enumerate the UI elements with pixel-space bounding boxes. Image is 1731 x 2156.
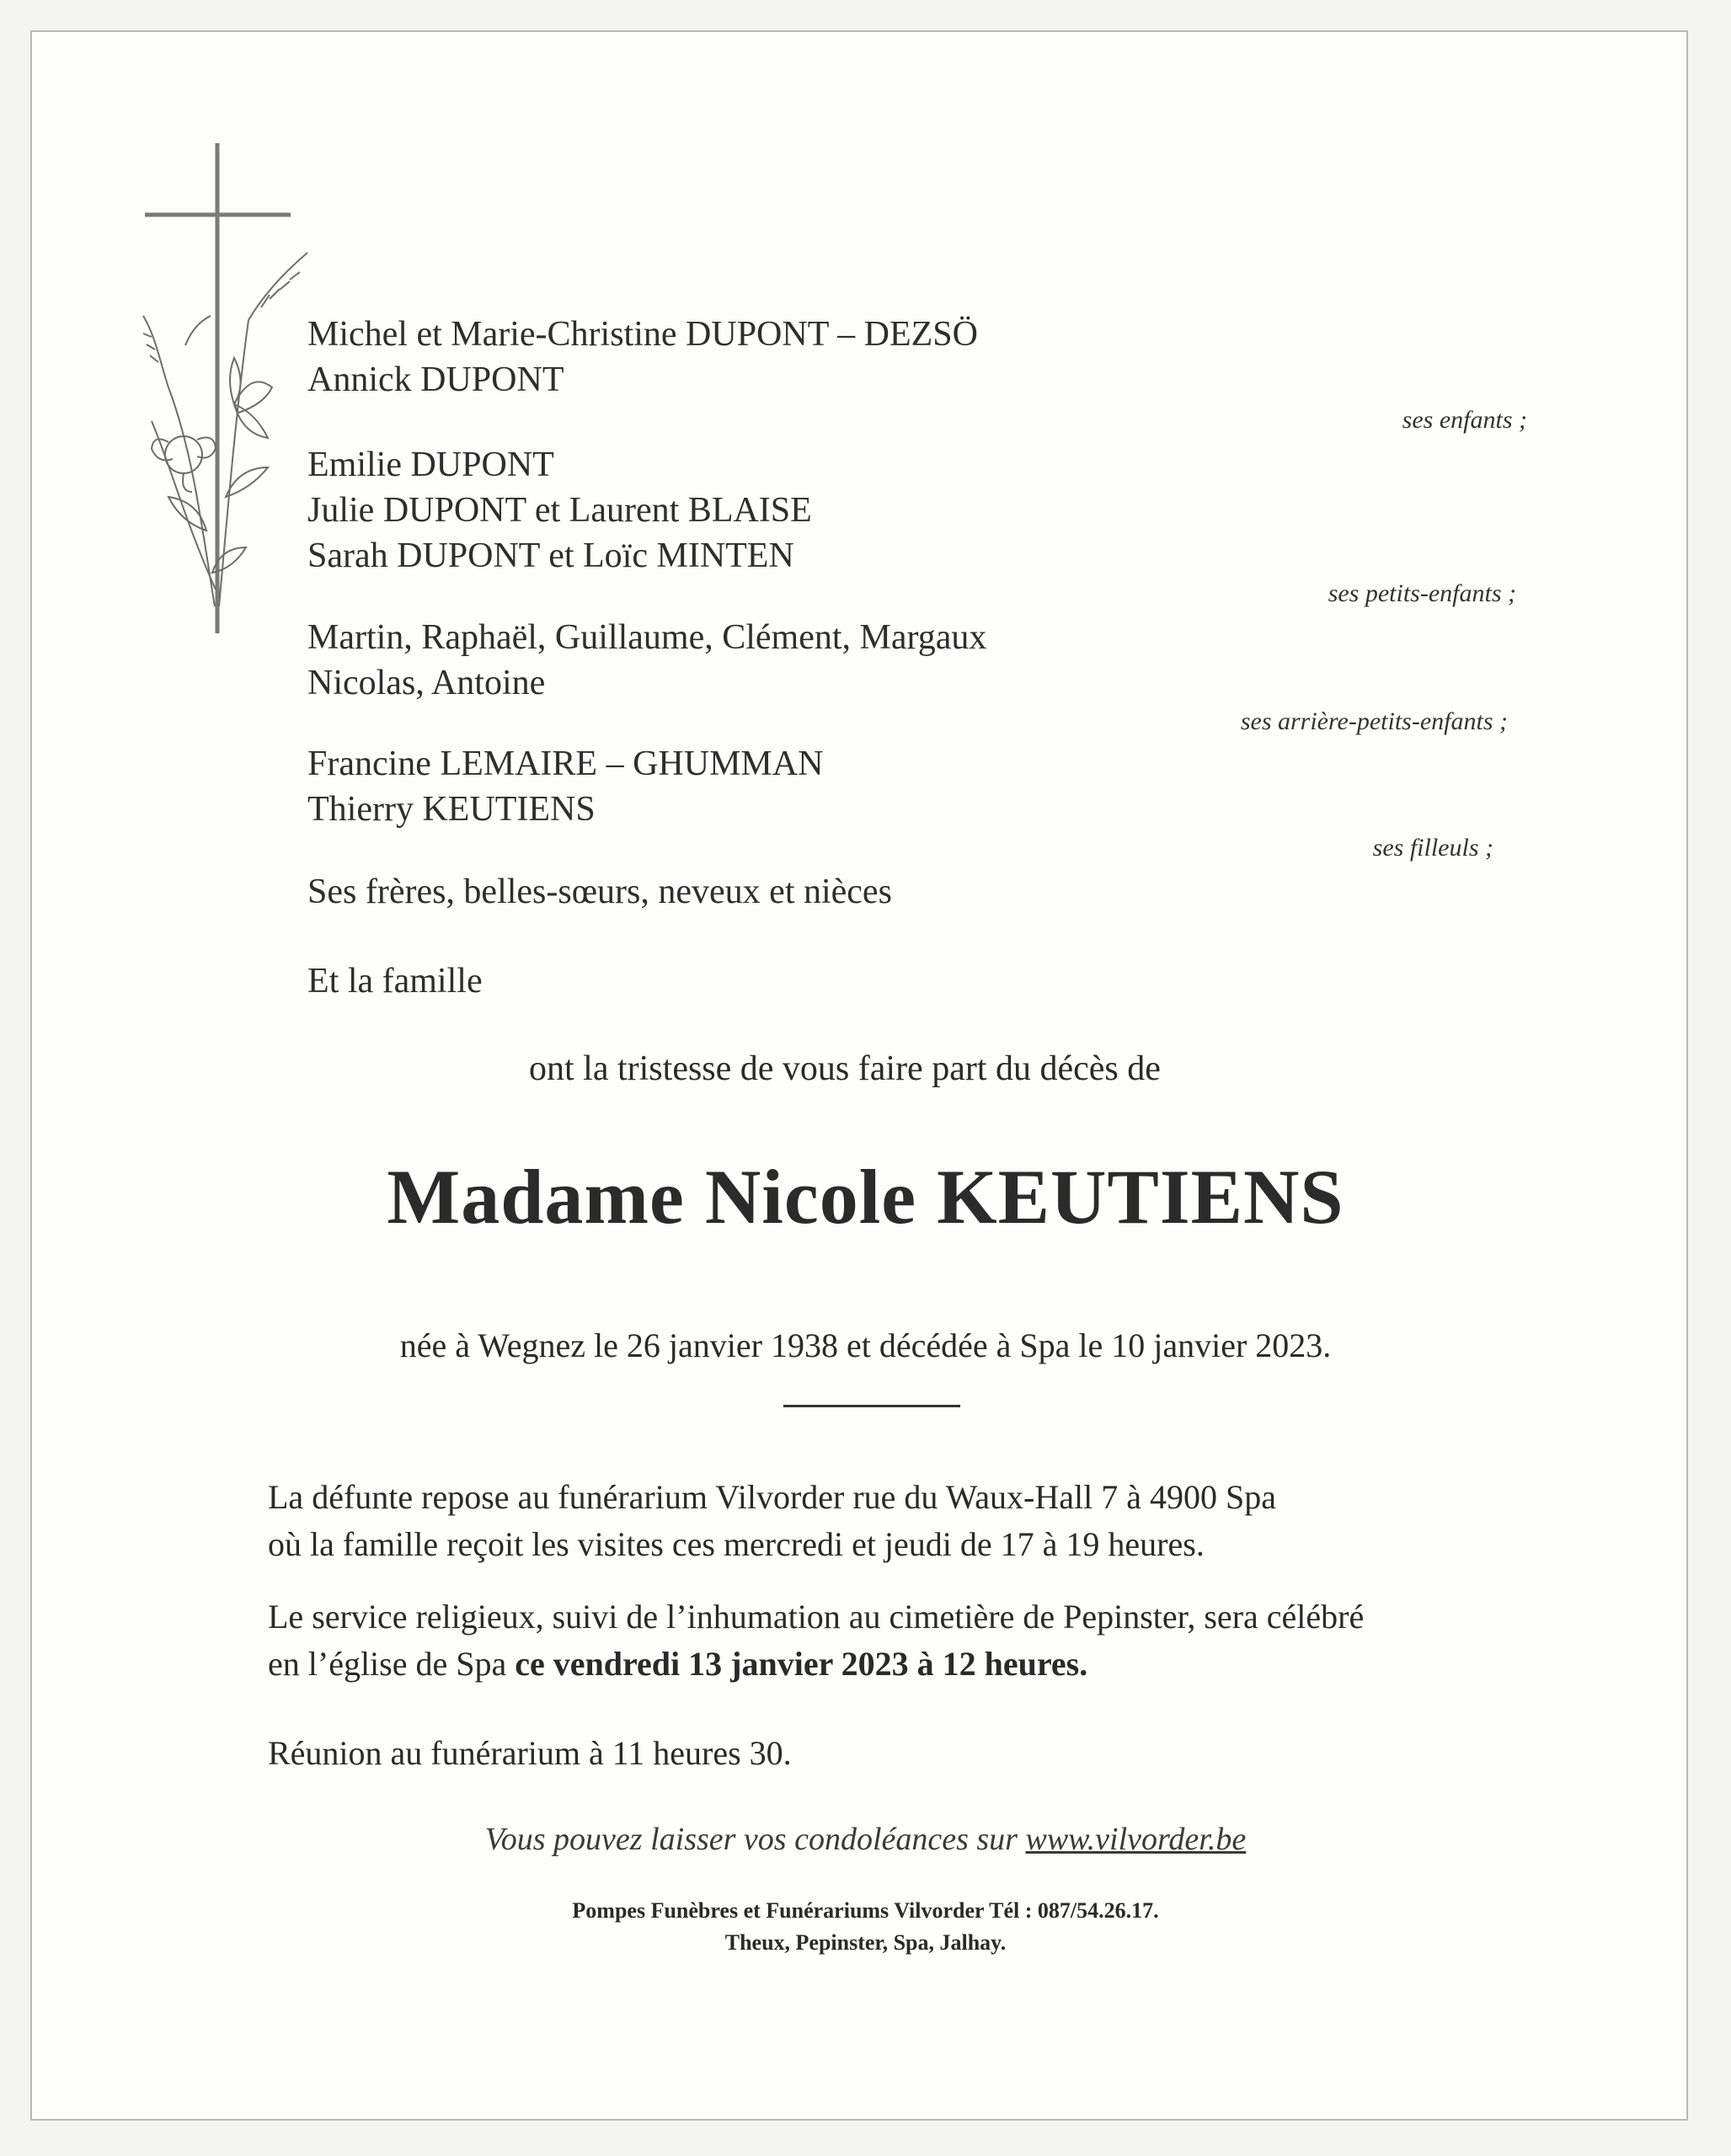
divider xyxy=(783,1405,960,1407)
condolences-link[interactable]: www.vilvorder.be xyxy=(1025,1822,1247,1857)
role-children: ses enfants ; xyxy=(1402,406,1527,434)
condolences-line xyxy=(0,1821,1731,1858)
grandchildren-line-1: Emilie DUPONT xyxy=(307,446,554,484)
role-great-grandchildren: ses arrière-petits-enfants ; xyxy=(1240,707,1508,735)
footer-line-1: Pompes Funèbres et Funérariums Vilvorder Tél : 087/54.26.17. xyxy=(572,1898,1159,1923)
condolences-text: Vous pouvez laisser vos condoléances sur xyxy=(484,1822,1026,1857)
service-line-2-prefix: en l’église de Spa xyxy=(268,1645,516,1683)
great-grandchildren-names xyxy=(307,615,986,706)
reunion-line: Réunion au funérarium à 11 heures 30. xyxy=(268,1734,792,1772)
announcement-intro: ont la tristesse de vous faire part du décès de xyxy=(529,1049,1161,1088)
deceased-name: Madame Nicole KEUTIENS xyxy=(387,1154,1344,1240)
funeral-home-footer xyxy=(0,1895,1731,1959)
relatives-line: Ses frères, belles-sœurs, neveux et nièces xyxy=(307,873,892,911)
service-line-1: Le service religieux, suivi de l’inhumation au cimetière de Pepinster, sera célébré xyxy=(268,1598,1365,1636)
grandchildren-line-2: Julie DUPONT et Laurent BLAISE xyxy=(307,491,812,530)
children-line-2: Annick DUPONT xyxy=(307,360,564,399)
repose-line-1: La défunte repose au funérarium Vilvorder rue du Waux-Hall 7 à 4900 Spa xyxy=(268,1478,1276,1516)
birth-death-dates: née à Wegnez le 26 janvier 1938 et décédée à Spa le 10 janvier 2023. xyxy=(399,1326,1332,1364)
grandchildren-names xyxy=(307,442,812,579)
service-datetime: ce vendredi 13 janvier 2023 à 12 heures. xyxy=(515,1645,1088,1683)
great-grandchildren-line-2: Nicolas, Antoine xyxy=(307,664,546,702)
cross-with-flowers-icon xyxy=(135,135,337,640)
godchildren-line-2: Thierry KEUTIENS xyxy=(307,790,596,829)
godchildren-line-1: Francine LEMAIRE – GHUMMAN xyxy=(307,744,824,783)
role-grandchildren: ses petits-enfants ; xyxy=(1328,579,1516,607)
footer-line-2: Theux, Pepinster, Spa, Jalhay. xyxy=(724,1930,1007,1955)
role-godchildren: ses filleuls ; xyxy=(1372,834,1493,862)
service-paragraph xyxy=(268,1593,1364,1688)
service-line-2 xyxy=(268,1641,1364,1688)
grandchildren-line-3: Sarah DUPONT et Loïc MINTEN xyxy=(307,536,794,575)
children-names xyxy=(307,312,978,403)
children-line-1: Michel et Marie-Christine DUPONT – DEZSÖ xyxy=(307,315,978,354)
godchildren-names xyxy=(307,741,823,832)
repose-line-2: où la famille reçoit les visites ces mercredi et jeudi de 17 à 19 heures. xyxy=(268,1525,1205,1563)
family-line: Et la famille xyxy=(307,962,483,1001)
repose-paragraph xyxy=(268,1474,1276,1568)
great-grandchildren-line-1: Martin, Raphaël, Guillaume, Clément, Margaux xyxy=(307,618,987,657)
